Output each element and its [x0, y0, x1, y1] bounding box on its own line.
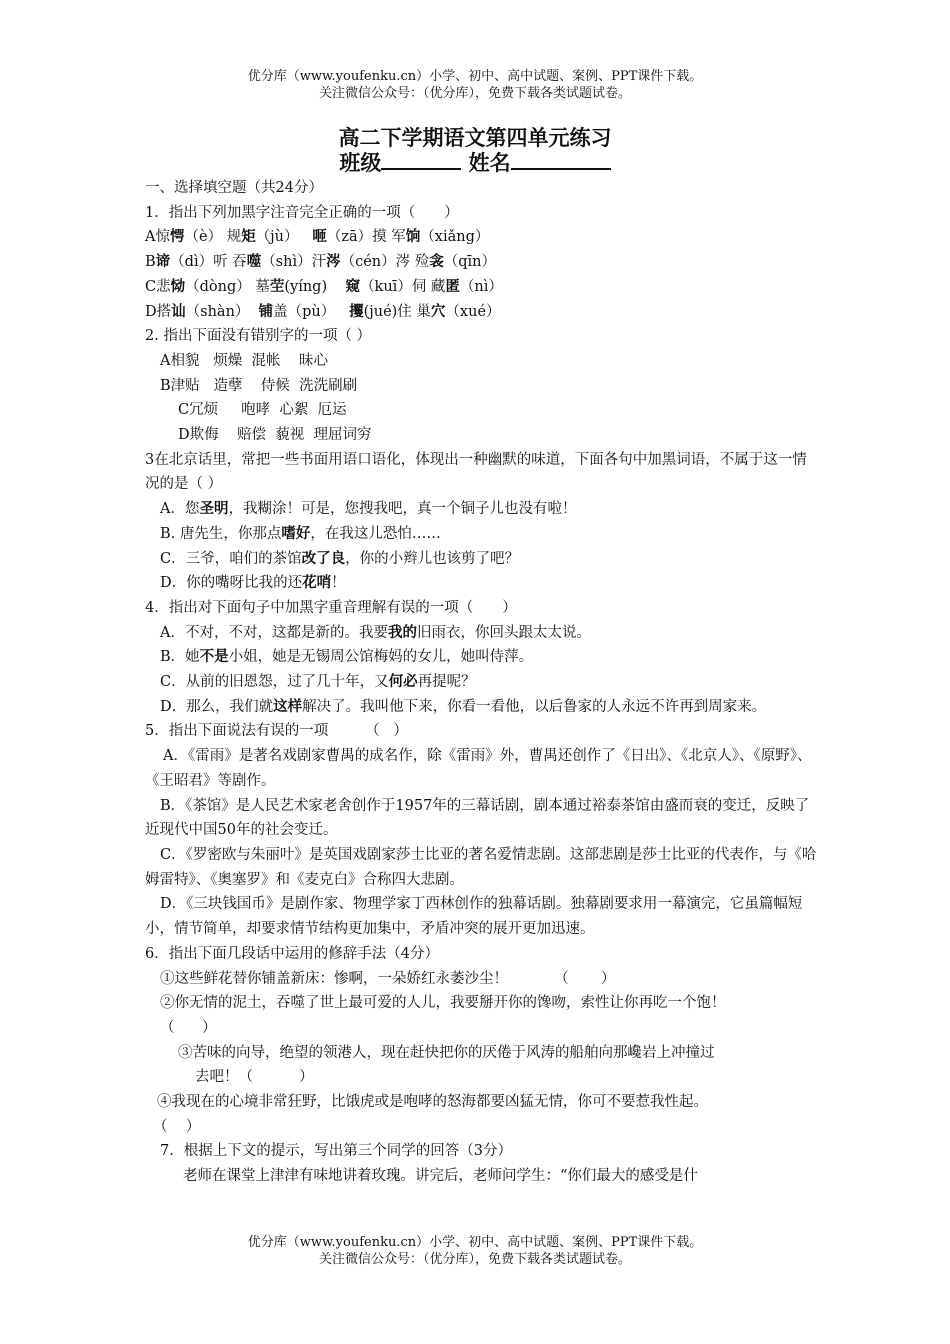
name-blank[interactable] [511, 150, 611, 170]
q1-option-d: D搭讪（shàn） 铺盖（pù） 攫(jué)住 巢穴（xué） [145, 302, 501, 320]
q1-option-b: B谛（dì）听 吞噬（shì）汗涔（cén）涔 殓衾（qīn） [145, 253, 497, 271]
q2-stem: 2. 指出下面没有错别字的一项（ ） [145, 328, 372, 345]
q3-option-d: D．你的嘴呀比我的还花哨！ [160, 574, 346, 592]
q6-sentence-4-blank[interactable]: （ ） [153, 1118, 201, 1135]
q7-stem: 7．根据上下文的提示，写出第三个同学的回答（3分） [160, 1143, 512, 1160]
page-header [0, 68, 950, 102]
q3-option-c: C．三爷，咱们的茶馆改了良，你的小辫儿也该剪了吧？ [160, 549, 520, 567]
class-label: 班级 [339, 150, 382, 175]
class-blank[interactable] [381, 150, 461, 170]
class-name-line [0, 150, 950, 175]
q7-text: 老师在课堂上津津有味地讲着玫瑰。讲完后，老师问学生：“你们最大的感受是什 [183, 1168, 698, 1185]
q5-option-a: A．《雷雨》是著名戏剧家曹禺的成名作，除《雷雨》外，曹禺还创作了《日出》、《北京人》、《原野》、《王昭君》等剧作。 [145, 748, 812, 789]
q1-option-c: C悲恸（dòng） 墓茔(yíng) 窥（kuī）伺 藏匿（nì） [145, 277, 503, 295]
q3-stem: 3在北京话里，常把一些书面用语口语化，体现出一种幽默的味道，下面各句中加黑词语，不属于这一情况的是（ ） [145, 451, 807, 493]
page-title: 高二下学期语文第四单元练习 [338, 125, 612, 150]
q4-option-c: C．从前的旧恩怨，过了几十年，又何必再提呢？ [160, 673, 476, 691]
q6-stem: 6．指出下面几段话中运用的修辞手法（4分） [145, 945, 439, 962]
q6-sentence-1: ①这些鲜花替你铺盖新床：惨啊，一朵娇红永萎沙尘！ （ ） [160, 970, 616, 987]
header-line-1: 优分库（www.youfenku.cn）小学、初中、高中试题、案例、PPT课件下载。 [247, 69, 703, 84]
q2-option-b: B津贴 造孽 侍候 洗洗刷刷 [160, 377, 358, 394]
q5-stem: 5．指出下面说法有误的一项 （ ） [145, 723, 408, 740]
footer-line-1: 优分库（www.youfenku.cn）小学、初中、高中试题、案例、PPT课件下载。 [247, 1235, 703, 1250]
q6-sentence-2: ②你无情的泥土，吞噬了世上最可爱的人儿，我要掰开你的馋吻，索性让你再吃一个饱！ [160, 995, 726, 1012]
section-heading: 一、选择填空题（共24分） [145, 180, 323, 196]
q3-option-b: B. 唐先生，你那点嗜好，在我这儿恐怕…… [160, 524, 441, 542]
q6-sentence-3-end: 去吧！（ ） [195, 1069, 314, 1086]
exam-content [145, 176, 820, 1189]
q5-option-d: D．《三块钱国币》是剧作家、物理学家丁西林创作的独幕话剧。独幕剧要求用一幕演完，它虽篇幅短小，情节简单，却要求情节结构更加集中，矛盾冲突的展开更加迅速。 [145, 896, 803, 938]
name-label: 姓名 [468, 150, 511, 175]
q4-option-b: B．她不是小姐，她是无锡周公馆梅妈的女儿，她叫侍萍。 [160, 648, 534, 666]
q6-sentence-2-blank[interactable]: （ ） [160, 1019, 217, 1036]
q6-sentence-4: ④我现在的心境非常狂野，比饿虎或是咆哮的怒海都要凶猛无情，你可不要惹我性起。 [157, 1094, 708, 1111]
q4-option-d: D．那么，我们就这样解决了。我叫他下来，你看一看他，以后鲁家的人永远不许再到周家来。 [160, 697, 767, 715]
q1-stem: 1．指出下列加黑字注音完全正确的一项（ ） [145, 204, 459, 221]
q5-option-b: B．《茶馆》是人民艺术家老舍创作于1957年的三幕话剧，剧本通过裕泰茶馆由盛而衰的变迁，反映了近现代中国50年的社会变迁。 [145, 797, 810, 839]
q3-option-a: A．您圣明，我糊涂！可是，您搜我吧，真一个铜子儿也没有啦！ [160, 500, 577, 518]
footer-line-2: 关注微信公众号：（优分库），免费下载各类试题试卷。 [318, 1252, 631, 1267]
q2-option-d: D欺侮 赔偿 藐视 理屈词穷 [178, 427, 372, 444]
q1-option-a: A惊愕（è） 规矩（jù） 咂（zā）摸 军饷（xiǎng） [145, 228, 490, 246]
q5-option-c: C．《罗密欧与朱丽叶》是英国戏剧家莎士比亚的著名爱情悲剧。这部悲剧是莎士比亚的代表作，与《哈姆雷特》、《奥塞罗》和《麦克白》合称四大悲剧。 [145, 846, 817, 888]
q4-stem: 4．指出对下面句子中加黑字重音理解有误的一项（ ） [145, 599, 517, 616]
q2-option-a: A相貌 烦燥 混帐 昧心 [160, 352, 328, 369]
q2-option-c: C冗烦 咆哮 心絮 厄运 [178, 402, 347, 419]
header-line-2: 关注微信公众号：（优分库），免费下载各类试题试卷。 [318, 86, 631, 101]
q6-sentence-3: ③苦味的向导，绝望的领港人，现在赶快把你的厌倦于风涛的船舶向那巉岩上冲撞过 [178, 1044, 715, 1061]
q4-option-a: A．不对，不对，这都是新的。我要我的旧雨衣，你回头跟太太说。 [160, 623, 591, 641]
page-footer [0, 1234, 950, 1268]
